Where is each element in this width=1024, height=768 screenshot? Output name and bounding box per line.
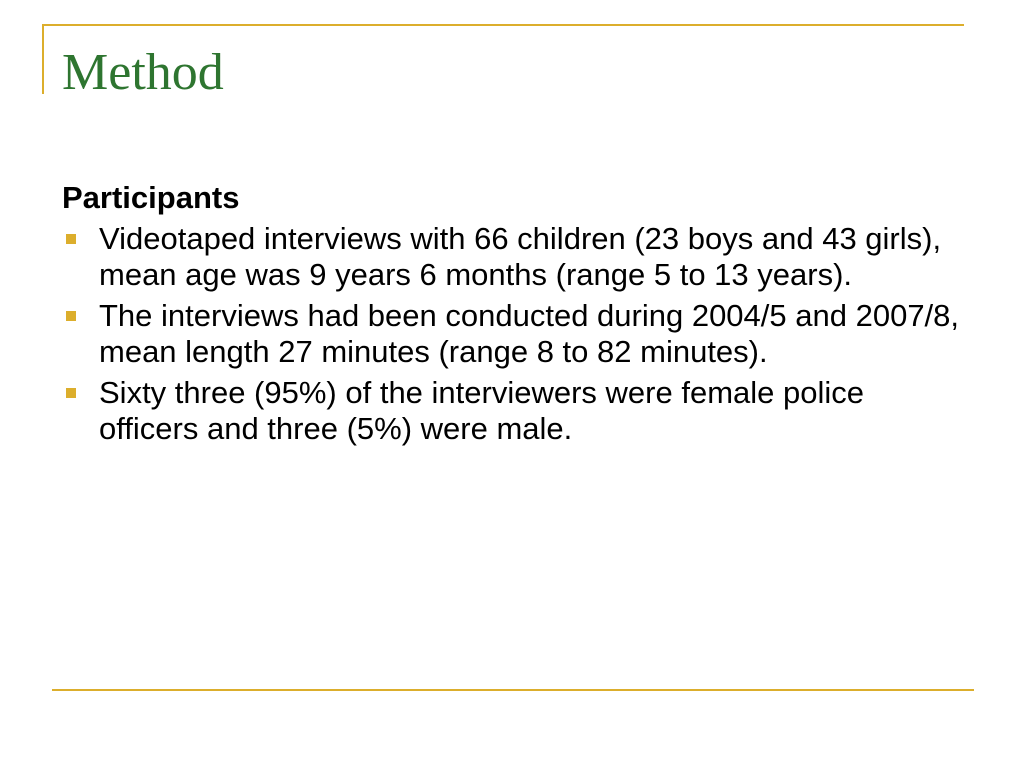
bullet-list (62, 221, 962, 447)
bullet-item (62, 375, 962, 447)
square-bullet-icon (66, 311, 76, 321)
top-accent-rule (42, 24, 964, 26)
bullet-text: Videotaped interviews with 66 children (23 boys and 43 girls), mean age was 9 years 6 months (range 5 to 13 years). (99, 221, 942, 292)
section-heading: Participants (62, 180, 240, 215)
square-bullet-icon (66, 388, 76, 398)
left-accent-rule (42, 24, 44, 94)
bullet-text: Sixty three (95%) of the interviewers were female police officers and three (5%) were male. (99, 375, 864, 446)
bullet-item (62, 298, 962, 370)
slide-title: Method (62, 44, 224, 101)
bullet-item (62, 221, 962, 293)
bullet-text: The interviews had been conducted during 2004/5 and 2007/8, mean length 27 minutes (range 8 to 82 minutes). (99, 298, 960, 369)
square-bullet-icon (66, 234, 76, 244)
slide-body (62, 178, 962, 452)
bottom-accent-rule (52, 689, 974, 691)
